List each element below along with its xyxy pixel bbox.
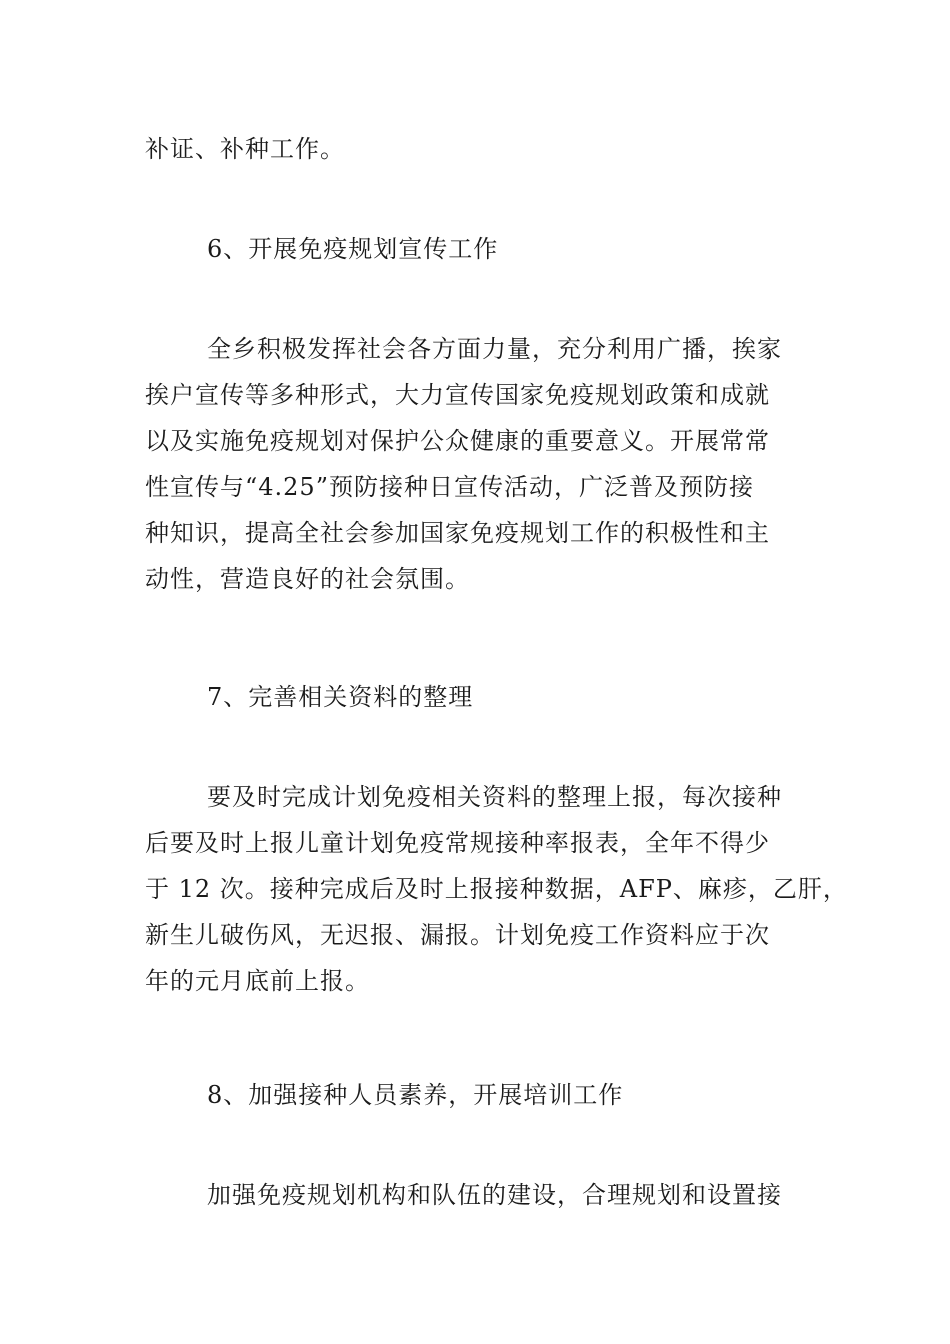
section-heading-8 bbox=[145, 1072, 825, 1118]
section-heading-7 bbox=[145, 674, 825, 720]
text-line: 动性，营造良好的社会氛围。 bbox=[145, 565, 470, 593]
text-line: 加强免疫规划机构和队伍的建设，合理规划和设置接 bbox=[207, 1181, 782, 1209]
paragraph-records bbox=[145, 774, 848, 1004]
text-line: 后要及时上报儿童计划免疫常规接种率报表，全年不得少 bbox=[145, 829, 770, 857]
heading-text: 6、开展免疫规划宣传工作 bbox=[207, 235, 499, 263]
text-line: 性宣传与“4.25”预防接种日宣传活动，广泛普及预防接 bbox=[145, 473, 754, 501]
text-line: 新生儿破伤风，无迟报、漏报。计划免疫工作资料应于次 bbox=[145, 921, 770, 949]
text-line: 于 12 次。接种完成后及时上报接种数据，AFP、麻疹，乙肝， bbox=[145, 875, 848, 903]
text-line: 补证、补种工作。 bbox=[145, 135, 345, 163]
heading-text: 7、完善相关资料的整理 bbox=[207, 683, 474, 711]
heading-text: 8、加强接种人员素养，开展培训工作 bbox=[207, 1081, 624, 1109]
paragraph-training bbox=[145, 1172, 825, 1218]
text-line: 年的元月底前上报。 bbox=[145, 967, 370, 995]
paragraph-publicity bbox=[145, 326, 825, 602]
text-line: 以及实施免疫规划对保护公众健康的重要意义。开展常常 bbox=[145, 427, 770, 455]
text-line: 种知识，提高全社会参加国家免疫规划工作的积极性和主 bbox=[145, 519, 770, 547]
paragraph-continuation bbox=[145, 126, 825, 172]
text-line: 全乡积极发挥社会各方面力量，充分利用广播，挨家 bbox=[207, 335, 782, 363]
section-heading-6 bbox=[145, 226, 825, 272]
text-line: 要及时完成计划免疫相关资料的整理上报，每次接种 bbox=[207, 783, 782, 811]
text-line: 挨户宣传等多种形式，大力宣传国家免疫规划政策和成就 bbox=[145, 381, 770, 409]
